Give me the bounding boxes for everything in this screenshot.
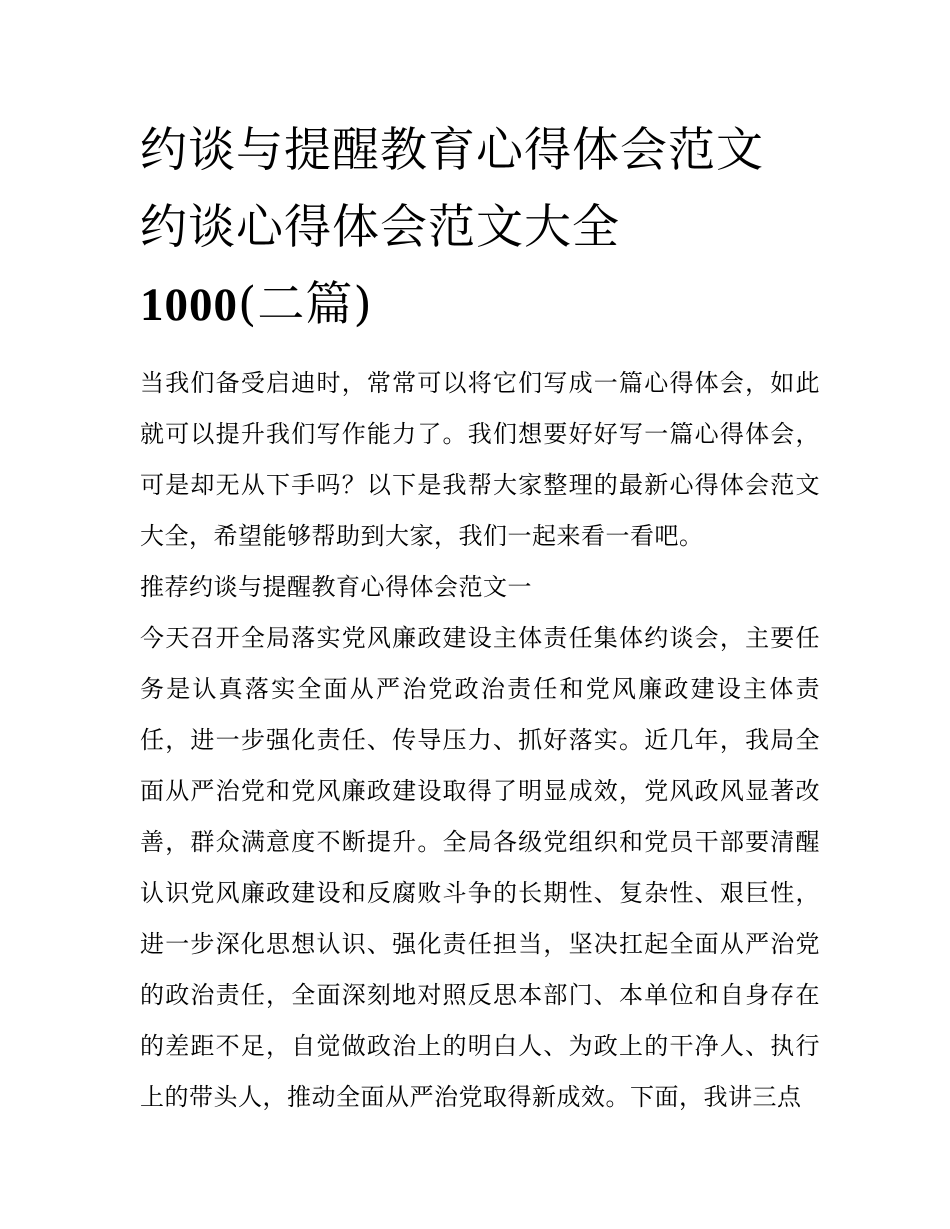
title-line-2: 约谈心得体会范文大全 [140,200,620,255]
title-suffix: (二篇) [238,277,373,332]
title-line-3 [140,266,820,344]
section-heading: 推荐约谈与提醒教育心得体会范文一 [140,573,532,601]
title-line-1: 约谈与提醒教育心得体会范文 [140,123,764,178]
intro-paragraph: 当我们备受启迪时，常常可以将它们写成一篇心得体会，如此就可以提升我们写作能力了。我们想要好好写一篇心得体会，可是却无从下手吗？以下是我帮大家整理的最新心得体会范文大全，希望能够帮助到大家，我们一起来看一看吧。 [140,369,820,550]
document-body [140,358,820,1123]
section-paragraph: 今天召开全局落实党风廉政建设主体责任集体约谈会，主要任务是认真落实全面从严治党政治责任和党风廉政建设主体责任，进一步强化责任、传导压力、抓好落实。近几年，我局全面从严治党和党风廉政建设取得了明显成效，党风政风显著改善，群众满意度不断提升。全局各级党组织和党员干部要清醒认识党风廉政建设和反腐败斗争的长期性、复杂性、艰巨性，进一步深化思想认识、强化责任担当，坚决扛起全面从严治党的政治责任，全面深刻地对照反思本部门、本单位和自身存在的差距不足，自觉做政治上的明白人、为政上的干净人、执行上的带头人，推动全面从严治党取得新成效。下面，我讲三点 [140,624,820,1111]
document-content [140,112,820,1123]
document-title [140,112,820,344]
title-number: 1000 [140,279,238,331]
